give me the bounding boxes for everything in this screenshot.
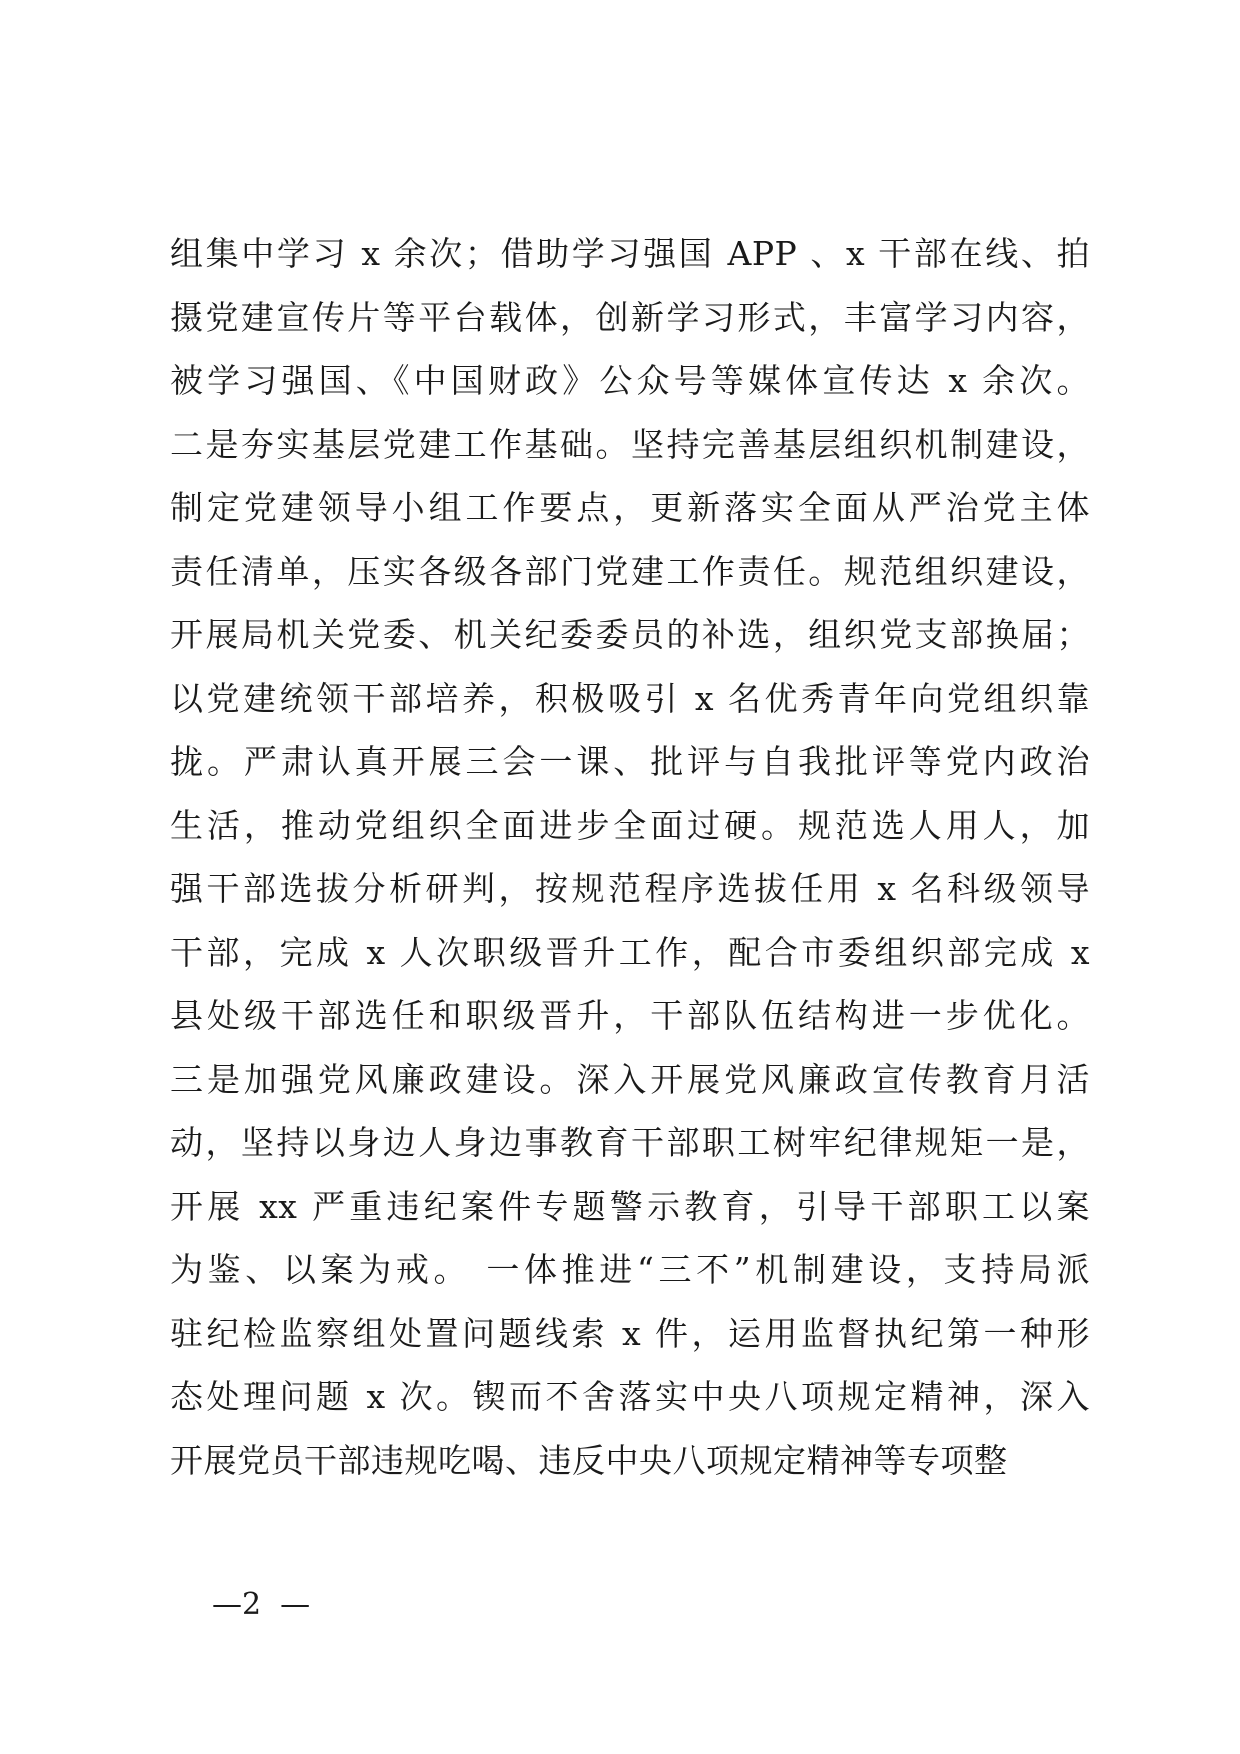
text-line: 二是夯实基层党建工作基础。坚持完善基层组织机制建设，: [170, 424, 1090, 464]
text-line: 开展局机关党委、机关纪委委员的补选，组织党支部换届；: [170, 615, 1090, 654]
text-line: 制定党建领导小组工作要点，更新落实全面从严治党主体: [170, 488, 1090, 527]
text-line: 开展 xx 严重违纪案件专题警示教育，引导干部职工以案: [170, 1186, 1090, 1226]
text-line: 驻纪检监察组处置问题线索 x 件，运用监督执纪第一种形: [170, 1313, 1090, 1353]
body-text: [170, 222, 1090, 1492]
text-line: 责任清单，压实各级各部门党建工作责任。规范组织建设，: [170, 551, 1090, 591]
text-line: 组集中学习 x 余次；借助学习强国 APP 、x 干部在线、拍: [170, 234, 1090, 273]
text-line: 县处级干部选任和职级晋升，干部队伍结构进一步优化。: [170, 996, 1090, 1035]
text-line: 摄党建宣传片等平台载体，创新学习形式，丰富学习内容，: [170, 297, 1090, 337]
text-line: 强干部选拔分析研判，按规范程序选拔任用 x 名科级领导: [170, 869, 1090, 908]
text-line: 态处理问题 x 次。锲而不舍落实中央八项规定精神，深入: [170, 1377, 1090, 1416]
text-line: 动，坚持以身边人身边事教育干部职工树牢纪律规矩一是，: [170, 1123, 1090, 1162]
text-line: 以党建统领干部培养，积极吸引 x 名优秀青年向党组织靠: [170, 678, 1090, 718]
text-line: 为鉴、以案为戒。 一体推进“三不”机制建设，支持局派: [170, 1250, 1090, 1289]
text-line: 被学习强国、《中国财政》公众号等媒体宣传达 x 余次。: [170, 361, 1090, 400]
page-number: —2 —: [212, 1587, 311, 1622]
text-line: 生活，推动党组织全面进步全面过硬。规范选人用人，加: [170, 805, 1090, 845]
text-line: 三是加强党风廉政建设。深入开展党风廉政宣传教育月活: [170, 1059, 1090, 1099]
text-line: 拢。严肃认真开展三会一课、批评与自我批评等党内政治: [170, 742, 1090, 781]
text-line: 干部，完成 x 人次职级晋升工作，配合市委组织部完成 x: [170, 932, 1090, 972]
text-line: 开展党员干部违规吃喝、违反中央八项规定精神等专项整: [170, 1440, 1008, 1480]
